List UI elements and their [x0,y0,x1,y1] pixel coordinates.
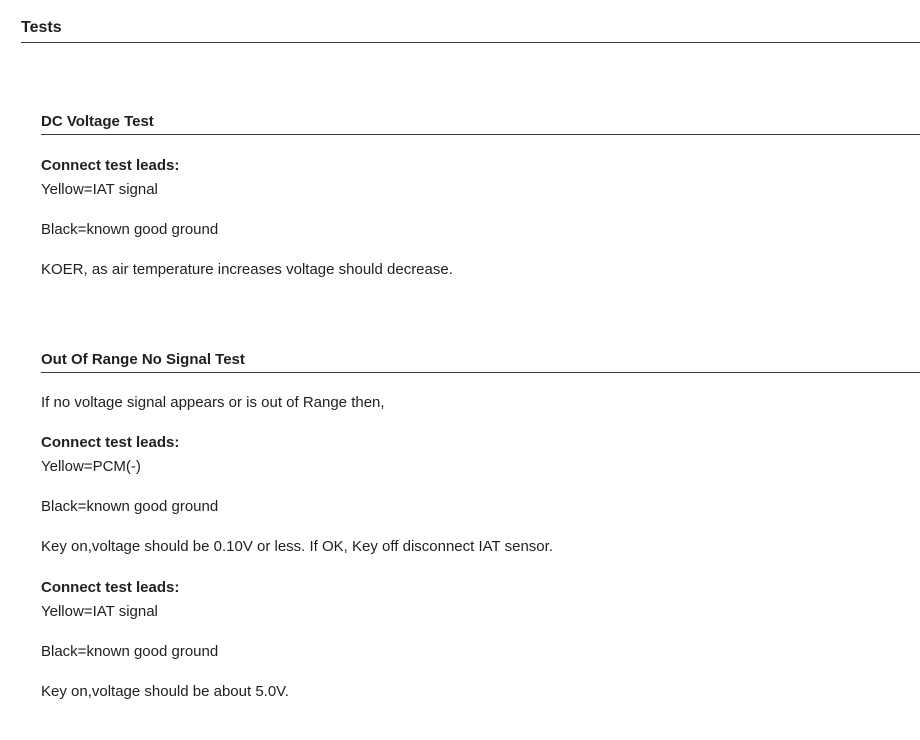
instruction-line: Key on,voltage should be 0.10V or less. If OK, Key off disconnect IAT sensor. [41,538,553,555]
section-title: DC Voltage Test [41,113,154,130]
instruction-line: Yellow=PCM(-) [41,458,141,475]
page-title-divider [21,42,920,43]
connect-leads-label: Connect test leads: [41,157,180,174]
instruction-line: Black=known good ground [41,221,219,238]
connect-leads-label: Connect test leads: [41,579,180,596]
instruction-line: KOER, as air temperature increases voltage should decrease. [41,261,453,278]
section-divider [41,372,920,373]
instruction-line: Black=known good ground [41,498,219,515]
page-title: Tests [21,19,62,36]
instruction-line: Key on,voltage should be about 5.0V. [41,683,289,700]
instruction-line: If no voltage signal appears or is out of Range then, [41,394,385,411]
section-divider [41,134,920,135]
instruction-line: Yellow=IAT signal [41,181,158,198]
connect-leads-label: Connect test leads: [41,434,180,451]
instruction-line: Black=known good ground [41,643,219,660]
instruction-line: Yellow=IAT signal [41,603,158,620]
section-title: Out Of Range No Signal Test [41,351,245,368]
